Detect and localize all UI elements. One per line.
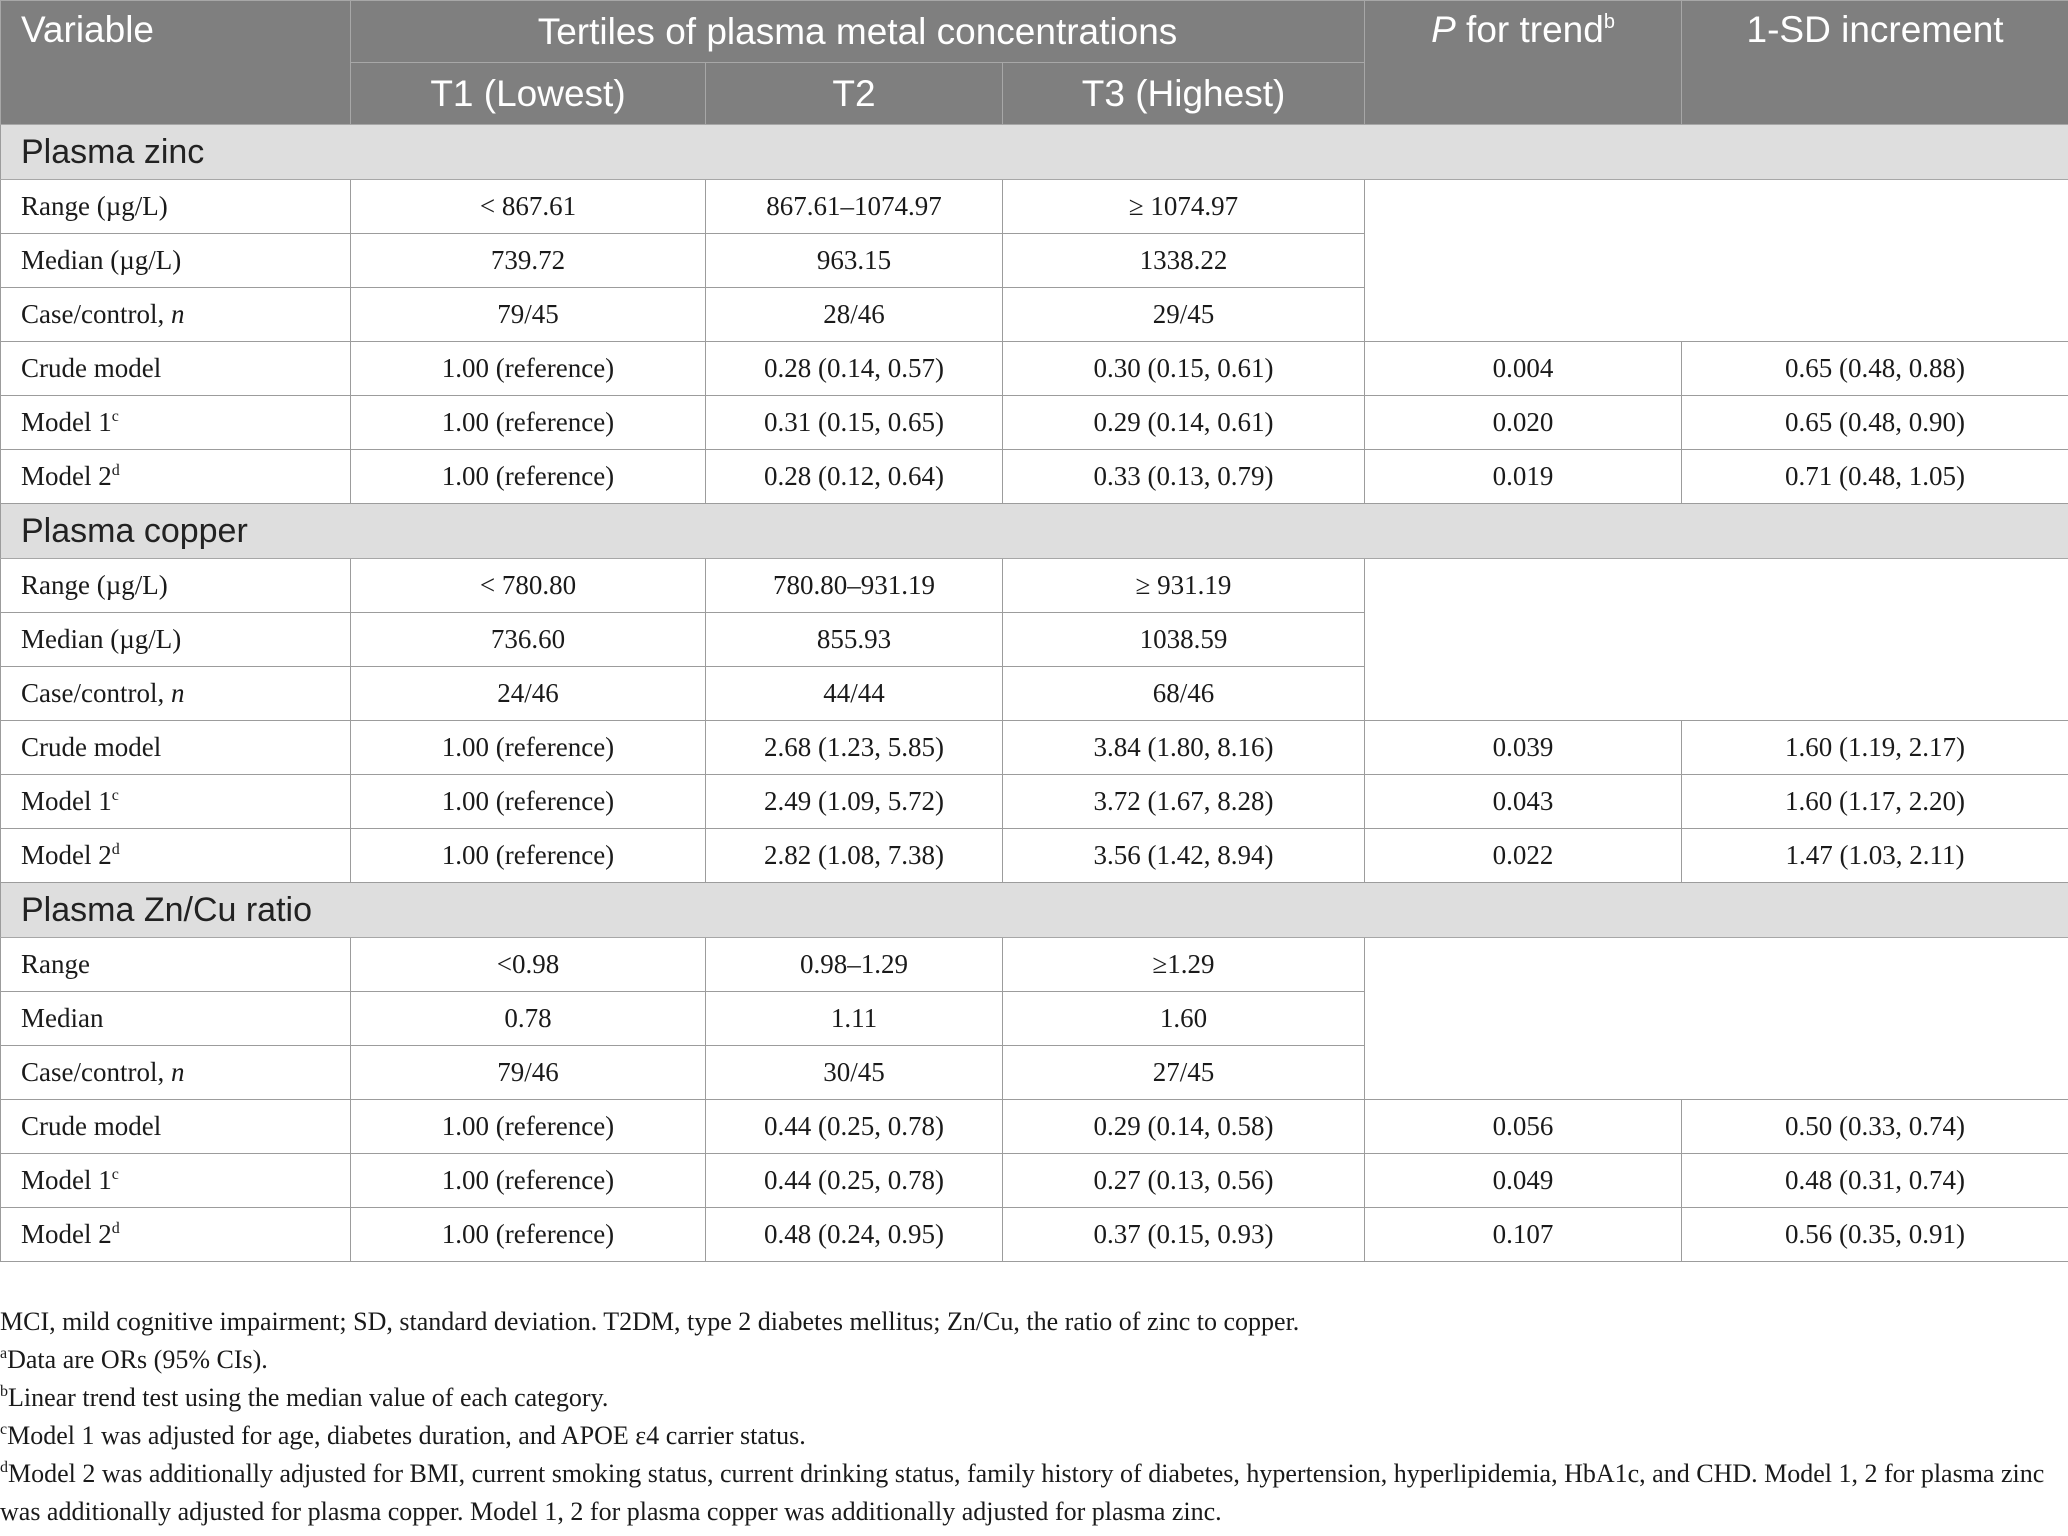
row-label bbox=[1, 1154, 351, 1208]
cell-sd: 0.56 (0.35, 0.91) bbox=[1682, 1208, 2068, 1262]
table-body bbox=[1, 125, 2068, 1262]
cell-t1: 1.00 (reference) bbox=[351, 775, 706, 829]
row-label bbox=[1, 1046, 351, 1100]
cell-p: 0.004 bbox=[1365, 342, 1682, 396]
row-label-text: Case/control, bbox=[21, 678, 171, 708]
cell-p: 0.020 bbox=[1365, 396, 1682, 450]
table-row-m1 bbox=[1, 775, 2068, 829]
footnote-b-text: Linear trend test using the median value of each category. bbox=[8, 1383, 609, 1412]
section-header-row bbox=[1, 504, 2068, 559]
row-label-italic: n bbox=[170, 678, 185, 708]
cell-t1: <0.98 bbox=[351, 938, 706, 992]
cell-p: 0.019 bbox=[1365, 450, 1682, 504]
empty-cell bbox=[1365, 559, 2068, 721]
row-label bbox=[1, 1100, 351, 1154]
cell-sd: 1.47 (1.03, 2.11) bbox=[1682, 829, 2068, 883]
section-title: Plasma copper bbox=[1, 504, 2068, 559]
row-label-footnote-marker: d bbox=[111, 841, 120, 858]
cell-t1: 79/45 bbox=[351, 288, 706, 342]
cell-p: 0.043 bbox=[1365, 775, 1682, 829]
header-tertiles: Tertiles of plasma metal concentrations bbox=[351, 1, 1365, 63]
cell-t2: 0.98–1.29 bbox=[706, 938, 1003, 992]
cell-t1: 1.00 (reference) bbox=[351, 450, 706, 504]
cell-t1: < 867.61 bbox=[351, 180, 706, 234]
cell-t3: 0.29 (0.14, 0.58) bbox=[1003, 1100, 1365, 1154]
cell-t3: 1338.22 bbox=[1003, 234, 1365, 288]
row-label-text: Range (µg/L) bbox=[21, 191, 168, 221]
cell-t1: 1.00 (reference) bbox=[351, 721, 706, 775]
row-label bbox=[1, 667, 351, 721]
row-label bbox=[1, 288, 351, 342]
cell-t2: 855.93 bbox=[706, 613, 1003, 667]
row-label bbox=[1, 775, 351, 829]
cell-t2: 44/44 bbox=[706, 667, 1003, 721]
footnote-abbreviations: MCI, mild cognitive impairment; SD, standard deviation. T2DM, type 2 diabetes mellitus; Zn/Cu, the ratio of zinc to copper. bbox=[0, 1307, 1300, 1336]
cell-sd: 1.60 (1.17, 2.20) bbox=[1682, 775, 2068, 829]
cell-t2: 0.28 (0.12, 0.64) bbox=[706, 450, 1003, 504]
header-t1: T1 (Lowest) bbox=[351, 63, 706, 125]
table-row-range bbox=[1, 559, 2068, 613]
row-label-footnote-marker: c bbox=[111, 1166, 119, 1183]
cell-t1: 736.60 bbox=[351, 613, 706, 667]
row-label bbox=[1, 342, 351, 396]
row-label bbox=[1, 721, 351, 775]
row-label-text: Crude model bbox=[21, 353, 162, 383]
cell-t1: 1.00 (reference) bbox=[351, 1154, 706, 1208]
cell-t3: 0.29 (0.14, 0.61) bbox=[1003, 396, 1365, 450]
row-label-text: Median (µg/L) bbox=[21, 624, 182, 654]
cell-t2: 2.68 (1.23, 5.85) bbox=[706, 721, 1003, 775]
row-label-text: Model 1 bbox=[21, 407, 112, 437]
table-row-crude bbox=[1, 342, 2068, 396]
cell-t3: 1.60 bbox=[1003, 992, 1365, 1046]
cell-t2: 867.61–1074.97 bbox=[706, 180, 1003, 234]
cell-t3: 3.56 (1.42, 8.94) bbox=[1003, 829, 1365, 883]
footnote-a bbox=[0, 1341, 2060, 1379]
row-label-text: Range (µg/L) bbox=[21, 570, 168, 600]
row-label-footnote-marker: d bbox=[111, 462, 120, 479]
row-label-text: Model 2 bbox=[21, 461, 112, 491]
cell-sd: 0.71 (0.48, 1.05) bbox=[1682, 450, 2068, 504]
cell-p: 0.107 bbox=[1365, 1208, 1682, 1262]
table-row-crude bbox=[1, 1100, 2068, 1154]
cell-t2: 0.28 (0.14, 0.57) bbox=[706, 342, 1003, 396]
cell-p: 0.039 bbox=[1365, 721, 1682, 775]
cell-t1: 1.00 (reference) bbox=[351, 1208, 706, 1262]
cell-t3: 0.33 (0.13, 0.79) bbox=[1003, 450, 1365, 504]
row-label-text: Crude model bbox=[21, 732, 162, 762]
cell-t2: 0.44 (0.25, 0.78) bbox=[706, 1154, 1003, 1208]
row-label-text: Median bbox=[21, 1003, 104, 1033]
row-label bbox=[1, 559, 351, 613]
cell-t1: 24/46 bbox=[351, 667, 706, 721]
footnote-a-text: Data are ORs (95% CIs). bbox=[7, 1345, 268, 1374]
row-label bbox=[1, 829, 351, 883]
cell-sd: 0.48 (0.31, 0.74) bbox=[1682, 1154, 2068, 1208]
section-header-row bbox=[1, 125, 2068, 180]
cell-t3: 1038.59 bbox=[1003, 613, 1365, 667]
cell-t1: 79/46 bbox=[351, 1046, 706, 1100]
footnotes bbox=[0, 1303, 2060, 1531]
row-label-text: Median (µg/L) bbox=[21, 245, 182, 275]
table-row-m2 bbox=[1, 1208, 2068, 1262]
cell-t2: 0.31 (0.15, 0.65) bbox=[706, 396, 1003, 450]
row-label-footnote-marker: c bbox=[111, 787, 119, 804]
cell-sd: 0.65 (0.48, 0.90) bbox=[1682, 396, 2068, 450]
header-t2: T2 bbox=[706, 63, 1003, 125]
footnote-c-text: Model 1 was adjusted for age, diabetes duration, and APOE ε4 carrier status. bbox=[7, 1421, 806, 1450]
cell-t3: 29/45 bbox=[1003, 288, 1365, 342]
row-label bbox=[1, 992, 351, 1046]
row-label-italic: n bbox=[170, 299, 185, 329]
cell-t3: 0.30 (0.15, 0.61) bbox=[1003, 342, 1365, 396]
table-row-range bbox=[1, 180, 2068, 234]
table-header bbox=[1, 1, 2068, 125]
cell-t2: 963.15 bbox=[706, 234, 1003, 288]
row-label bbox=[1, 450, 351, 504]
row-label-footnote-marker: d bbox=[111, 1220, 120, 1237]
section-title: Plasma Zn/Cu ratio bbox=[1, 883, 2068, 938]
header-variable: Variable bbox=[1, 1, 351, 125]
footnote-d-text: Model 2 was additionally adjusted for BMI, current smoking status, current drinking status, family history of diabetes, hypertension, hyperlipidemia, HbA1c, and CHD. Model 1, 2 for plasma zinc was additionally adjusted for plasma copper. Model 1, 2 for plasma copper was additionally adjusted for plasma zinc. bbox=[0, 1459, 2045, 1526]
section-title: Plasma zinc bbox=[1, 125, 2068, 180]
header-p-italic: P bbox=[1431, 9, 1456, 50]
cell-t2: 2.49 (1.09, 5.72) bbox=[706, 775, 1003, 829]
cell-t3: ≥ 931.19 bbox=[1003, 559, 1365, 613]
header-p-sup: b bbox=[1603, 11, 1615, 33]
cell-p: 0.056 bbox=[1365, 1100, 1682, 1154]
row-label bbox=[1, 234, 351, 288]
row-label-italic: n bbox=[170, 1057, 185, 1087]
cell-t3: 0.27 (0.13, 0.56) bbox=[1003, 1154, 1365, 1208]
empty-cell bbox=[1365, 180, 2068, 342]
row-label-text: Case/control, bbox=[21, 1057, 171, 1087]
header-sd-increment: 1-SD increment bbox=[1682, 1, 2068, 125]
row-label-text: Model 1 bbox=[21, 1165, 112, 1195]
cell-sd: 0.50 (0.33, 0.74) bbox=[1682, 1100, 2068, 1154]
row-label-text: Model 2 bbox=[21, 840, 112, 870]
header-p-trend bbox=[1365, 1, 1682, 125]
row-label-text: Range bbox=[21, 949, 90, 979]
row-label bbox=[1, 396, 351, 450]
cell-t1: 1.00 (reference) bbox=[351, 396, 706, 450]
empty-cell bbox=[1365, 938, 2068, 1100]
row-label-text: Crude model bbox=[21, 1111, 162, 1141]
row-label-text: Model 1 bbox=[21, 786, 112, 816]
table-row-m2 bbox=[1, 450, 2068, 504]
footnote-d bbox=[0, 1455, 2060, 1531]
cell-t1: 739.72 bbox=[351, 234, 706, 288]
cell-t3: 3.84 (1.80, 8.16) bbox=[1003, 721, 1365, 775]
table-row-range bbox=[1, 938, 2068, 992]
table-row-m1 bbox=[1, 396, 2068, 450]
header-p-rest: for trend bbox=[1455, 9, 1604, 50]
cell-t3: 27/45 bbox=[1003, 1046, 1365, 1100]
cell-t2: 2.82 (1.08, 7.38) bbox=[706, 829, 1003, 883]
cell-p: 0.049 bbox=[1365, 1154, 1682, 1208]
table-row-m2 bbox=[1, 829, 2068, 883]
cell-t1: 1.00 (reference) bbox=[351, 1100, 706, 1154]
cell-t1: 1.00 (reference) bbox=[351, 829, 706, 883]
row-label bbox=[1, 938, 351, 992]
table-row-crude bbox=[1, 721, 2068, 775]
row-label-footnote-marker: c bbox=[111, 408, 119, 425]
cell-t2: 1.11 bbox=[706, 992, 1003, 1046]
cell-t3: ≥ 1074.97 bbox=[1003, 180, 1365, 234]
cell-t3: 68/46 bbox=[1003, 667, 1365, 721]
cell-t2: 30/45 bbox=[706, 1046, 1003, 1100]
cell-t3: 3.72 (1.67, 8.28) bbox=[1003, 775, 1365, 829]
row-label-text: Case/control, bbox=[21, 299, 171, 329]
cell-p: 0.022 bbox=[1365, 829, 1682, 883]
cell-sd: 1.60 (1.19, 2.17) bbox=[1682, 721, 2068, 775]
cell-t1: < 780.80 bbox=[351, 559, 706, 613]
header-t3: T3 (Highest) bbox=[1003, 63, 1365, 125]
cell-t1: 0.78 bbox=[351, 992, 706, 1046]
row-label bbox=[1, 1208, 351, 1262]
cell-t2: 28/46 bbox=[706, 288, 1003, 342]
table-row-m1 bbox=[1, 1154, 2068, 1208]
section-header-row bbox=[1, 883, 2068, 938]
footnote-b-marker: b bbox=[0, 1383, 8, 1400]
footnote-c-marker: c bbox=[0, 1421, 8, 1438]
cell-t2: 780.80–931.19 bbox=[706, 559, 1003, 613]
row-label bbox=[1, 180, 351, 234]
cell-sd: 0.65 (0.48, 0.88) bbox=[1682, 342, 2068, 396]
cell-t2: 0.48 (0.24, 0.95) bbox=[706, 1208, 1003, 1262]
cell-t3: ≥1.29 bbox=[1003, 938, 1365, 992]
cell-t2: 0.44 (0.25, 0.78) bbox=[706, 1100, 1003, 1154]
footnote-b bbox=[0, 1379, 2060, 1417]
footnote-d-marker: d bbox=[0, 1459, 8, 1476]
cell-t3: 0.37 (0.15, 0.93) bbox=[1003, 1208, 1365, 1262]
row-label bbox=[1, 613, 351, 667]
row-label-text: Model 2 bbox=[21, 1219, 112, 1249]
footnote-a-marker: a bbox=[0, 1345, 8, 1362]
cell-t1: 1.00 (reference) bbox=[351, 342, 706, 396]
footnote-c bbox=[0, 1417, 2060, 1455]
